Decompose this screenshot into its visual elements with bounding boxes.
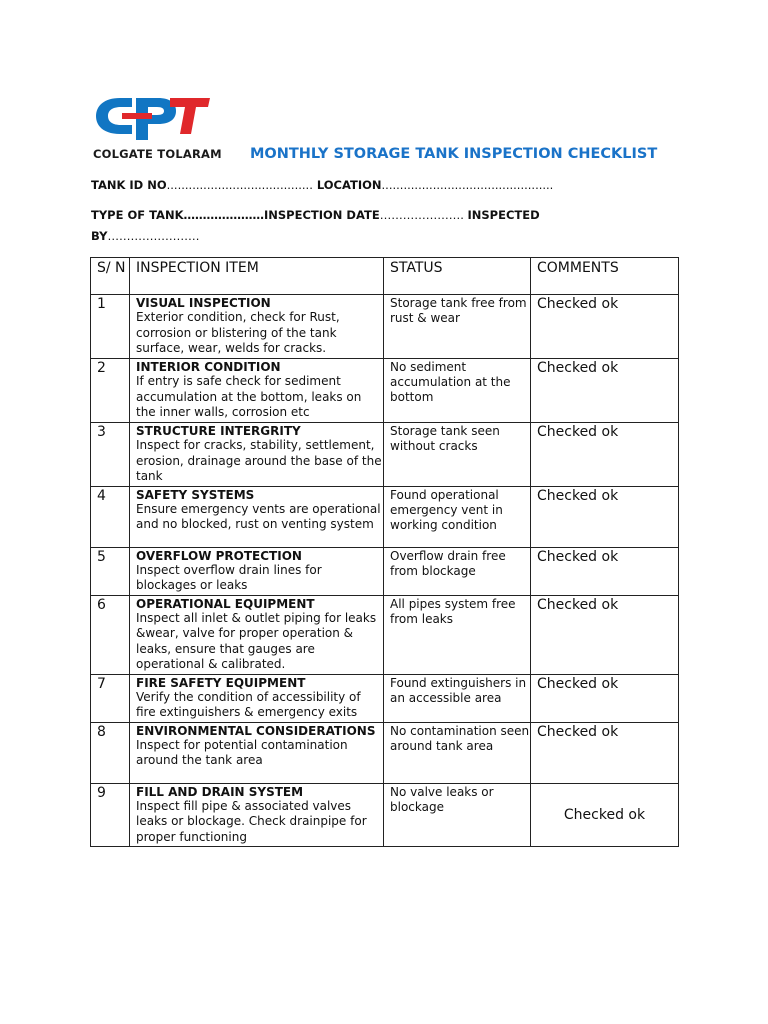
table-row — [91, 783, 679, 847]
item-description: Ensure emergency vents are operational and no blocked, rust on venting system — [136, 501, 381, 531]
status-cell: Found operational emergency vent in working condition — [384, 486, 531, 547]
type-date-line — [91, 208, 540, 222]
row-number: 6 — [91, 595, 130, 674]
type-of-tank-dots: ………………… — [183, 208, 264, 222]
row-number: 8 — [91, 722, 130, 783]
inspected-label: INSPECTED — [467, 208, 540, 222]
item-title: INTERIOR CONDITION — [136, 360, 281, 374]
item-description: Inspect all inlet & outlet piping for leaks &wear, valve for proper operation & leaks, ensure that gauges are operational & calibrated. — [136, 610, 377, 671]
row-number: 2 — [91, 359, 130, 423]
cpt-logo-icon — [92, 94, 212, 146]
comment-cell: Checked ok — [531, 295, 679, 359]
status-cell: All pipes system free from leaks — [384, 595, 531, 674]
inspection-item-cell — [130, 595, 384, 674]
inspection-item-cell — [130, 674, 384, 722]
tank-id-dots: ........................................ — [166, 178, 313, 192]
tank-id-location-line — [91, 178, 553, 192]
inspection-item-cell — [130, 359, 384, 423]
row-number: 1 — [91, 295, 130, 359]
table-row — [91, 295, 679, 359]
table-row — [91, 359, 679, 423]
table-row — [91, 674, 679, 722]
inspection-item-cell — [130, 783, 384, 847]
table-row — [91, 423, 679, 487]
comment-cell: Checked ok — [531, 595, 679, 674]
comment-cell: Checked ok — [531, 674, 679, 722]
inspection-item-cell — [130, 722, 384, 783]
comment-cell: Checked ok — [531, 783, 679, 847]
inspection-item-cell — [130, 486, 384, 547]
company-logo — [92, 94, 222, 164]
comment-cell: Checked ok — [531, 486, 679, 547]
status-cell: No sediment accumulation at the bottom — [384, 359, 531, 423]
item-description: Inspect for cracks, stability, settlement, erosion, drainage around the base of the tank — [136, 438, 382, 483]
header-status: STATUS — [384, 258, 531, 295]
header-comments: COMMENTS — [531, 258, 679, 295]
item-description: If entry is safe check for sediment accumulation at the bottom, leaks on the inner walls, corrosion etc — [136, 374, 362, 419]
item-title: ENVIRONMENTAL CONSIDERATIONS — [136, 723, 376, 738]
comment-cell: Checked ok — [531, 359, 679, 423]
inspection-date-dots: …………………. — [379, 208, 468, 222]
status-cell: Storage tank seen without cracks — [384, 423, 531, 487]
inspected-by-line — [91, 229, 199, 243]
type-of-tank-label: TYPE OF TANK — [91, 208, 184, 222]
status-cell: No valve leaks or blockage — [384, 783, 531, 847]
status-cell: Overflow drain free from blockage — [384, 547, 531, 595]
item-description: Verify the condition of accessibility of fire extinguishers & emergency exits — [136, 689, 361, 719]
comment-cell: Checked ok — [531, 423, 679, 487]
row-number: 5 — [91, 547, 130, 595]
header-inspection-item: INSPECTION ITEM — [130, 258, 384, 295]
tank-id-label: TANK ID NO — [91, 178, 167, 192]
location-label: LOCATION — [312, 178, 382, 192]
item-title: FIRE SAFETY EQUIPMENT — [136, 675, 306, 690]
item-title: STRUCTURE INTERGRITY — [136, 424, 301, 438]
inspection-item-cell — [130, 423, 384, 487]
by-label: BY — [91, 229, 108, 243]
item-title: OVERFLOW PROTECTION — [136, 548, 302, 563]
status-cell: Storage tank free from rust & wear — [384, 295, 531, 359]
item-description: Inspect overflow drain lines for blockages or leaks — [136, 562, 322, 592]
table-row — [91, 486, 679, 547]
row-number: 3 — [91, 423, 130, 487]
comment-cell: Checked ok — [531, 722, 679, 783]
table-header-row — [91, 258, 679, 295]
item-description: Inspect fill pipe & associated valves leaks or blockage. Check drainpipe for proper functioning — [136, 798, 367, 844]
inspection-item-cell — [130, 547, 384, 595]
row-number: 7 — [91, 674, 130, 722]
item-description: Inspect for potential contamination around the tank area — [136, 737, 348, 767]
by-dots: …………………… — [107, 229, 200, 243]
item-title: SAFETY SYSTEMS — [136, 487, 255, 502]
item-title: VISUAL INSPECTION — [136, 296, 271, 310]
item-title: OPERATIONAL EQUIPMENT — [136, 596, 315, 611]
row-number: 9 — [91, 783, 130, 847]
company-name: COLGATE TOLARAM — [93, 147, 222, 161]
table-row — [91, 547, 679, 595]
comment-cell: Checked ok — [531, 547, 679, 595]
item-description: Exterior condition, check for Rust, corrosion or blistering of the tank surface, wear, welds for cracks. — [136, 310, 340, 355]
table-row — [91, 595, 679, 674]
location-dots: ............................................... — [381, 178, 554, 192]
inspection-item-cell — [130, 295, 384, 359]
row-number: 4 — [91, 486, 130, 547]
inspection-table — [90, 257, 679, 847]
table-row — [91, 722, 679, 783]
inspection-date-label: INSPECTION DATE — [263, 208, 380, 222]
status-cell: Found extinguishers in an accessible area — [384, 674, 531, 722]
status-cell: No contamination seen around tank area — [384, 722, 531, 783]
item-title: FILL AND DRAIN SYSTEM — [136, 784, 304, 799]
header-sn: S/ N — [91, 258, 130, 295]
page-title: MONTHLY STORAGE TANK INSPECTION CHECKLIST — [250, 146, 658, 162]
